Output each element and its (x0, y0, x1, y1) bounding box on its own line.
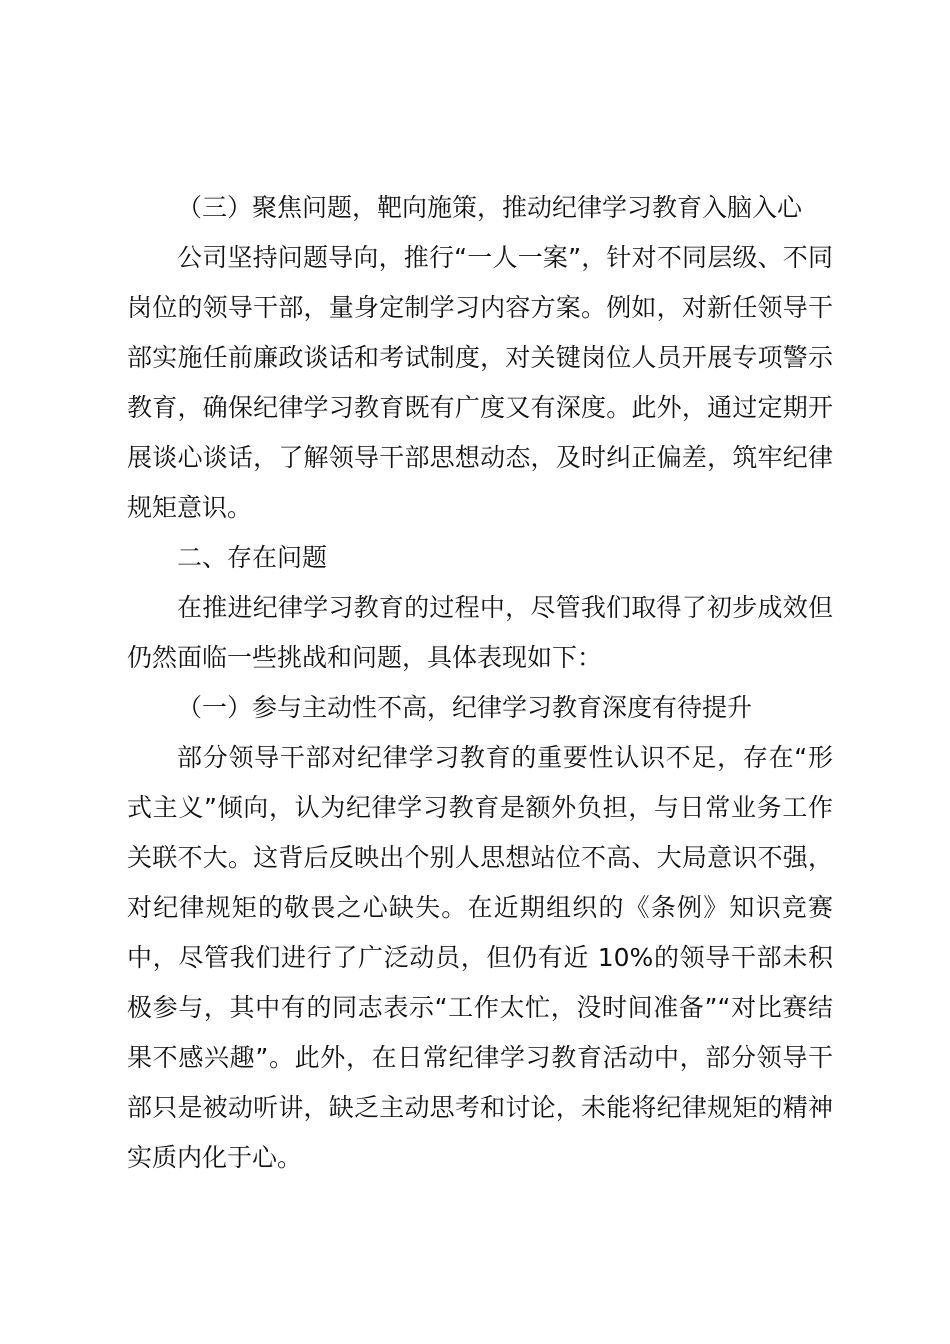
body-paragraph: 公司坚持问题导向，推行“一人一案”，针对不同层级、不同岗位的领导干部，量身定制学习内容方案。例如，对新任领导干部实施任前廉政谈话和考试制度，对关键岗位人员开展专项警示教育，确保纪律学习教育既有广度又有深度。此外，通过定期开展谈心谈话，了解领导干部思想动态，及时纠正偏差，筑牢纪律规矩意识。 (127, 243, 833, 522)
body-paragraph: 在推进纪律学习教育的过程中，尽管我们取得了初步成效但仍然面临一些挑战和问题，具体表现如下： (127, 593, 833, 672)
section-heading-1: （一）参与主动性不高，纪律学习教育深度有待提升 (177, 693, 753, 722)
section-heading-problems: 二、存在问题 (177, 543, 328, 572)
section-heading-3: （三）聚焦问题，靶向施策，推动纪律学习教育入脑入心 (177, 193, 803, 222)
document-body (127, 183, 833, 1183)
body-paragraph: 部分领导干部对纪律学习教育的重要性认识不足，存在“形式主义”倾向，认为纪律学习教育是额外负担，与日常业务工作关联不大。这背后反映出个别人思想站位不高、大局意识不强，对纪律规矩的敬畏之心缺失。在近期组织的《条例》知识竞赛中，尽管我们进行了广泛动员，但仍有近 10%的领导干部未积极参与，其中有的同志表示“工作太忙，没时间准备”“对比赛结果不感兴趣”。此外，在日常纪律学习教育活动中，部分领导干部只是被动听讲，缺乏主动思考和讨论，未能将纪律规矩的精神实质内化于心。 (127, 743, 833, 1172)
